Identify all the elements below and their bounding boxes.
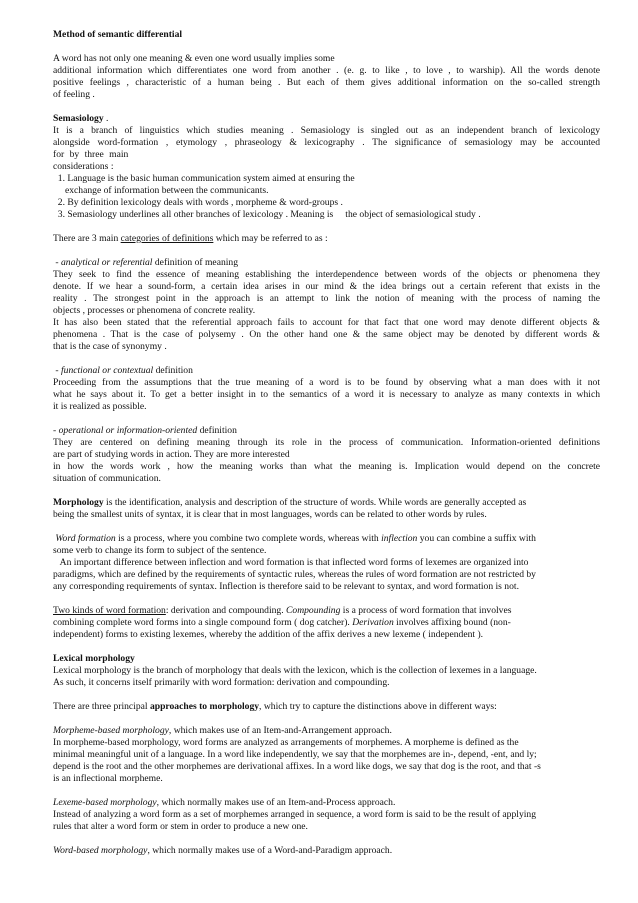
paragraph-line: alongside word-formation , etymology , phraseology & lexicography . The significance of semasiology may be accounted	[53, 137, 600, 148]
functional-heading: - functional or contextual definition	[53, 365, 193, 376]
paragraph-line: considerations :	[53, 161, 114, 172]
paragraph-line: phenomena . That is the case of polysemy . On the other hand one & the same object may be denoted by different words &	[53, 329, 600, 340]
list-item: 2. By definition lexicology deals with words , morpheme & word-groups .	[53, 197, 343, 208]
kinds-line: Two kinds of word formation: derivation and compounding. Compounding is a process of word formation that involves	[53, 605, 512, 616]
paragraph-line: Lexical morphology is the branch of morphology that deals with the lexicon, which is the collection of lexemes in a language.	[53, 665, 537, 676]
kinds-line: combining complete word forms into a single compound form ( dog catcher). Derivation involves affixing bound (non-	[53, 617, 511, 628]
paragraph-line: of feeling .	[53, 89, 95, 100]
semasiology-heading: Semasiology .	[53, 113, 109, 124]
analytical-heading: - analytical or referential definition of meaning	[53, 257, 239, 268]
paragraph-line: independent) forms to existing lexemes, whereby the addition of the affix derives a new lexeme ( independent ).	[53, 629, 484, 640]
paragraph-line: denote. If we hear a sound-form, a certain idea arises in our mind & the idea brings out a certain referent that exists in the	[53, 281, 600, 292]
list-item: 3. Semasiology underlines all other branches of lexicology . Meaning is the object of semasiological study .	[53, 209, 481, 220]
paragraph-line: A word has not only one meaning & even one word usually implies some	[53, 53, 335, 64]
paragraph-line: any corresponding requirements of syntax. Inflection is therefore said to be relevant to syntax, and word formation is not.	[53, 581, 519, 592]
paragraph-line: In morpheme-based morphology, word forms are analyzed as arrangements of morphemes. A morpheme is defined as the	[53, 737, 519, 748]
paragraph-line: what he says about it. To get a better insight in to the semantics of a word it is necessary to analyze as many contexts in which	[53, 389, 600, 400]
paragraph-line: are part of studying words in action. They are more interested	[53, 449, 290, 460]
paragraph-line: depend is the root and the other morphemes are derivational affixes. In a word like dogs, we say that dog is the root, and that -s	[53, 761, 541, 772]
paragraph-line: It is a branch of linguistics which studies meaning . Semasiology is singled out as an independent branch of lexicology	[53, 125, 600, 136]
paragraph-line: An important difference between inflection and word formation is that inflected word forms of lexemes are organized into	[53, 557, 529, 568]
list-item: exchange of information between the communicants.	[53, 185, 269, 196]
paragraph-line: Instead of analyzing a word form as a set of morphemes arranged in sequence, a word form is said to be the result of applying	[53, 809, 536, 820]
paragraph-line: in how the words work , how the meaning works than what the meaning is. Implication would depend on the concrete	[53, 461, 600, 472]
approaches-line: There are three principal approaches to morphology, which try to capture the distinctions above in different ways:	[53, 701, 497, 712]
paragraph-line: situation of communication.	[53, 473, 161, 484]
word-formation-line: Word formation is a process, where you combine two complete words, whereas with inflection you can combine a suffix with	[55, 533, 536, 544]
paragraph-line: is an inflectional morpheme.	[53, 773, 163, 784]
operational-heading: - operational or information-oriented definition	[53, 425, 237, 436]
morphology-line: Morphology is the identification, analysis and description of the structure of words. While words are generally accepted as	[53, 497, 527, 508]
paragraph-line: positive feelings , characteristic of a human being . But each of them gives additional information on the so-called strength	[53, 77, 600, 88]
list-item: 1. Language is the basic human communication system aimed at ensuring the	[53, 173, 355, 184]
paragraph-line: minimal meaningful unit of a language. In a word like independently, we say that the morphemes are in-, depend, -ent, and ly;	[53, 749, 537, 760]
lexeme-heading: Lexeme-based morphology, which normally makes use of an Item-and-Process approach.	[53, 797, 396, 808]
categories-line: There are 3 main categories of definitions which may be referred to as :	[53, 233, 328, 244]
paragraph-line: As such, it concerns itself primarily with word formation: derivation and compounding.	[53, 677, 390, 688]
paragraph-line: paradigms, which are defined by the requirements of syntactic rules, whereas the rules of word formation are not restricted by	[53, 569, 536, 580]
page-title: Method of semantic differential	[53, 29, 183, 40]
paragraph-line: some verb to change its form to subject of the sentence.	[53, 545, 267, 556]
paragraph-line: They seek to find the essence of meaning establishing the interdependence between words of the objects or phenomena they	[53, 269, 600, 280]
paragraph-line: additional information which differentiates one word from another . (e. g. to like , to love , to warship). All the words denote	[53, 65, 600, 76]
paragraph-line: that is the case of synonymy .	[53, 341, 167, 352]
word-based-heading: Word-based morphology, which normally makes use of a Word-and-Paradigm approach.	[53, 845, 393, 856]
morpheme-heading: Morpheme-based morphology, which makes use of an Item-and-Arrangement approach.	[53, 725, 392, 736]
paragraph-line: Proceeding from the assumptions that the true meaning of a word is to be found by observing what a man does with it not	[53, 377, 600, 388]
paragraph-line: It has also been stated that the referential approach fails to account for that fact that one word may denote different objects &	[53, 317, 600, 328]
lexical-heading: Lexical morphology	[53, 653, 135, 664]
paragraph-line: it is realized as possible.	[53, 401, 147, 412]
paragraph-line: reality . The strongest point in the approach is an attempt to link the notion of meaning with the process of naming the	[53, 293, 600, 304]
paragraph-line: for by three main	[53, 149, 129, 160]
paragraph-line: objects , processes or phenomena of concrete reality.	[53, 305, 256, 316]
paragraph-line: rules that alter a word form or stem in order to produce a new one.	[53, 821, 308, 832]
paragraph-line: being the smallest units of syntax, it is clear that in most languages, words can be related to other words by rules.	[53, 509, 487, 520]
paragraph-line: They are centered on defining meaning through its role in the process of communication. Information-oriented definitions	[53, 437, 600, 448]
